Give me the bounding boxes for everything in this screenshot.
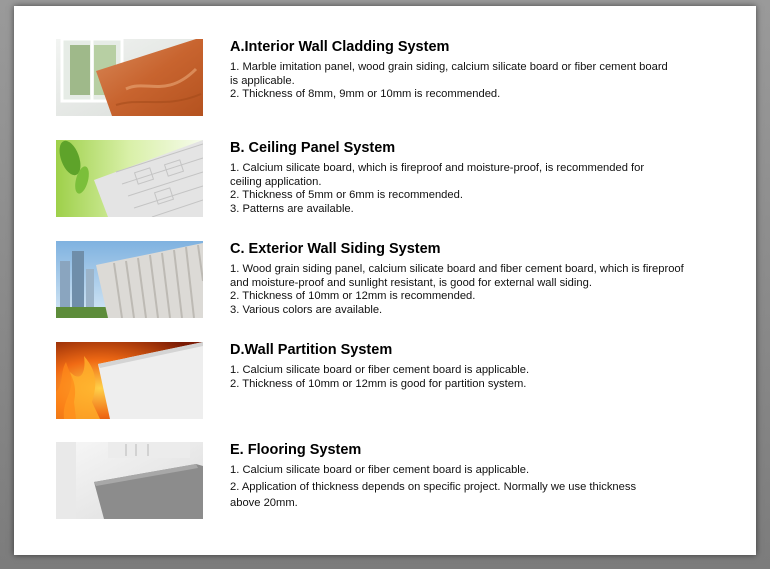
section-title: E. Flooring System <box>230 442 362 458</box>
section-line: 3. Various colors are available. <box>230 303 383 316</box>
section-title: D.Wall Partition System <box>230 342 393 358</box>
section-line: above 20mm. <box>230 497 298 509</box>
section-line: 1. Calcium silicate board or fiber cement board is applicable. <box>230 364 530 376</box>
section-title: C. Exterior Wall Siding System <box>230 241 441 257</box>
section-line: 1. Calcium silicate board or fiber cement board is applicable. <box>230 464 530 476</box>
flooring-image <box>56 442 203 519</box>
ceiling-panel-image <box>56 140 203 217</box>
section-line: 2. Thickness of 10mm or 12mm is good for partition system. <box>230 377 527 390</box>
section-line: 1. Wood grain siding panel, calcium silicate board and fiber cement board, which is fireproof <box>230 263 684 275</box>
section-line: 1. Calcium silicate board, which is fireproof and moisture-proof, is recommended for <box>230 162 645 174</box>
section-title: A.Interior Wall Cladding System <box>230 39 450 55</box>
content-card <box>14 6 756 555</box>
section-line: ceiling application. <box>230 175 322 188</box>
section-line: 2. Thickness of 5mm or 6mm is recommended. <box>230 189 463 201</box>
section-line: 1. Marble imitation panel, wood grain siding, calcium silicate board or fiber cement board <box>230 61 668 73</box>
section-line: is applicable. <box>230 74 295 87</box>
section-line: 2. Application of thickness depends on specific project. Normally we use thickness <box>230 480 637 493</box>
wall-partition-image <box>56 342 203 419</box>
section-line: 2. Thickness of 10mm or 12mm is recommended. <box>230 290 476 302</box>
section-title: B. Ceiling Panel System <box>230 140 396 156</box>
section-line: and moisture-proof and sunlight resistant, is good for external wall siding. <box>230 276 592 289</box>
exterior-siding-image <box>56 241 203 318</box>
section-line: 2. Thickness of 8mm, 9mm or 10mm is recommended. <box>230 88 501 100</box>
interior-wall-image <box>56 39 203 116</box>
section-line: 3. Patterns are available. <box>230 202 354 215</box>
